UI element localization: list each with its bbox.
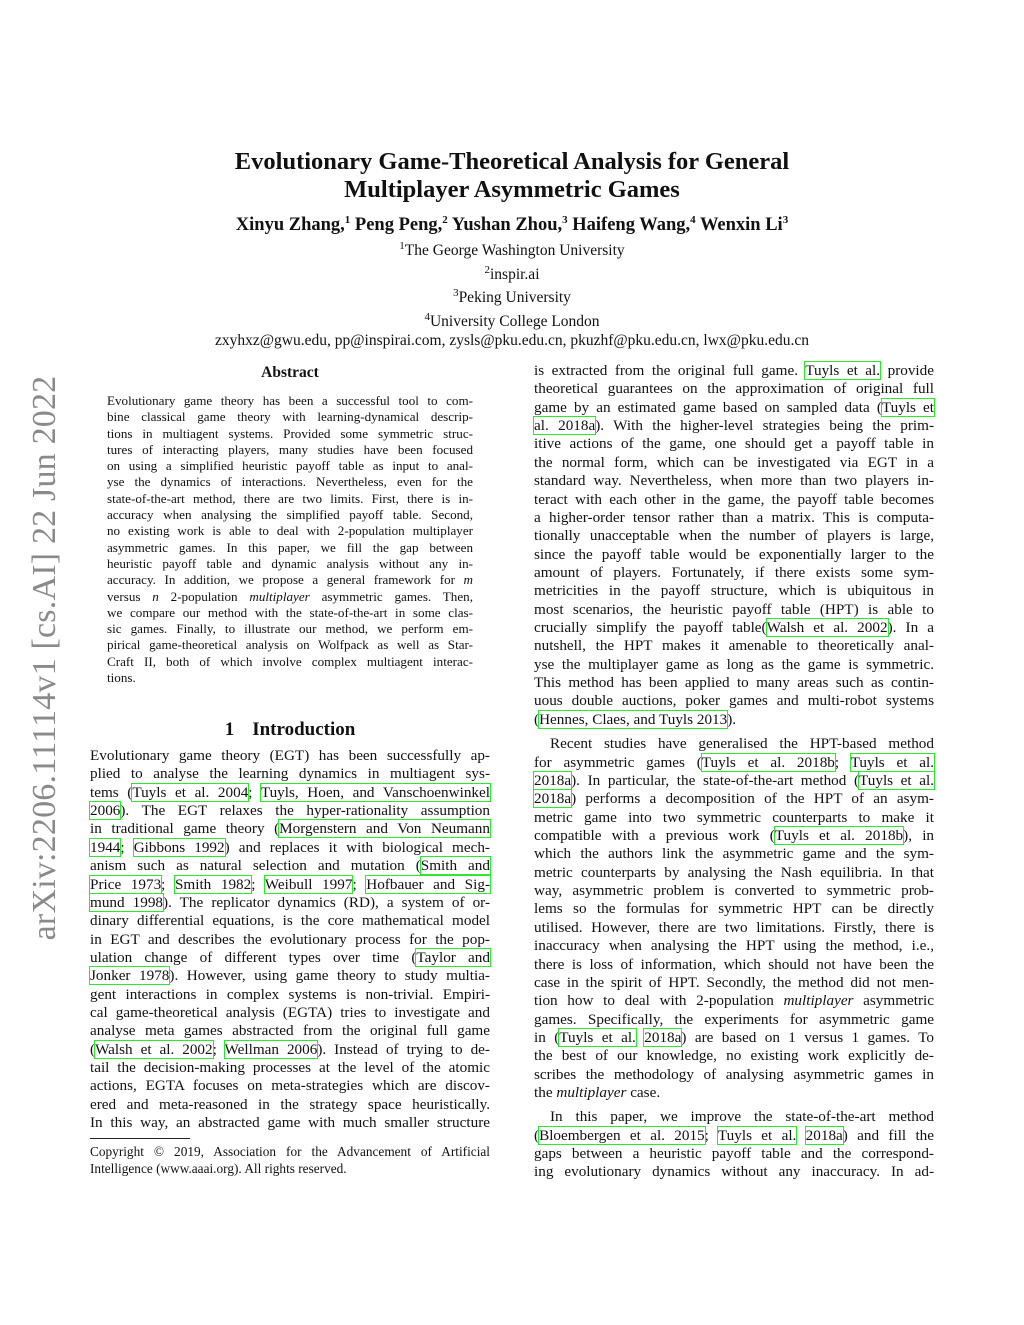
text-line: bine classical game theory with learning-dynamical descrip- [107,409,473,425]
citation-link[interactable]: Walsh et al. 2002 [766,619,888,637]
citation-link[interactable]: Tuyls et al. [859,771,934,789]
title-line-1: Evolutionary Game-Theoretical Analysis for General [234,148,790,175]
text-line: tions in multiagent systems. Provided some symmetric struc- [107,425,473,441]
text-line: in (Tuyls et al. 2018a) are based on 1 versus 1 games. To [534,1028,935,1046]
text-line: 2018a) performs a decomposition of the HPT of an asym- [534,790,934,808]
text-line: the normal form, which can be investigated via EGT in a [534,453,934,471]
section-number: 1 [224,719,235,740]
citation-link[interactable]: Gibbons 1992 [133,838,225,856]
text-line: there is loss of information, which should not have been the [534,955,934,973]
text-line: ing evolutionary dynamics without any inaccuracy. In ad- [534,1163,934,1181]
abstract-body [107,393,473,686]
text-line: tures of interacting players, many studies have been focused [107,441,473,457]
text-line: accuracy. In addition, we propose a general framework for m [107,572,473,588]
text-line: inaccuracy when analysing the HPT using the method, i.e., [534,937,934,955]
text-line: theoretical guarantees on the approximation of original full [534,380,934,398]
text-line: in EGT and describes the evolutionary process for the pop- [90,930,490,948]
citation-link[interactable]: 1944 [90,838,121,856]
text-line: tionally unacceptable when the number of players is large, [534,527,934,545]
citation-link[interactable]: Bloembergen et al. 2015 [539,1126,705,1144]
text-line: mund 1998). The replicator dynamics (RD), a system of or- [90,893,490,911]
author: Yushan Zhou, [451,215,563,236]
arxiv-id-text: arXiv:2206.11114v1 [cs.AI] 22 Jun 2022 [26,375,63,941]
text-line: metricities in the payoff structure, which is ubiquitous in [534,582,934,600]
arxiv-identifier [28,372,62,944]
citation-link[interactable]: Taylor and [416,948,490,966]
aff-text: Peking University [458,289,571,307]
text-line: dinary differential equations, is the core mathematical model [90,912,490,930]
citation-link[interactable]: Wellman 2006 [224,1040,318,1058]
math-var: m [463,572,473,588]
citation-link[interactable]: Jonker 1978 [90,967,170,985]
author: Xinyu Zhang, [235,215,345,236]
text-line: scribes the methodology of analysing asymmetric games in [534,1065,934,1083]
text-line: compatible with a previous work (Tuyls et al. 2018b), in [534,826,935,844]
text-line: anism such as natural selection and mutation (Smith and [90,857,490,875]
citation-link[interactable]: Morgenstern and Von Neumann [279,820,490,838]
text-line: (Hennes, Claes, and Tuyls 2013). [534,710,737,728]
text-line: state-of-the-art method, there are two limits. First, there is in- [107,490,473,506]
abstract-title: Abstract [261,364,319,381]
text-line: utilised. However, there are two limitations. Firstly, there is [534,918,934,936]
text-line: cal game-theoretical analysis (EGTA) tries to investigate and [90,1004,490,1022]
citation-link[interactable]: Tuyls et al. 2004 [132,783,249,801]
text-line: games. Specifically, the experiments for asymmetric game [534,1010,934,1028]
text-line: (Walsh et al. 2002; Wellman 2006). Instead of trying to de- [90,1040,490,1058]
affiliations [0,237,1024,351]
text-line: on using a simplified heuristic payoff table as input to anal- [107,458,473,474]
citation-link[interactable]: Tuyls et al. [559,1028,636,1046]
citation-link[interactable]: Hofbauer and Sig- [366,875,490,893]
citation-link[interactable]: Smith and [420,857,490,875]
text-line: way, asymmetric problem is converted to symmetric prob- [534,882,934,900]
text-line: al. 2018a). With the higher-level strategies being the prim- [534,417,935,435]
section-heading [90,719,490,741]
text-line: 1944; Gibbons 1992) and replaces it with biological mech- [90,838,490,856]
affiliation [0,237,1024,261]
text-line: amount of players. Fortunately, if there exists some sym- [534,563,934,581]
text-line: Jonker 1978). However, using game theory to study multia- [90,967,490,985]
text-line: we compare our method with the state-of-the-art in some clas- [107,604,473,620]
text-line: a higher-order tensor rather than a matrix. This is computa- [534,508,934,526]
text-line: Copyright © 2019, Association for the Advancement of Artificial [90,1144,490,1159]
aff-text: The George Washington University [404,242,625,260]
paragraph [534,1102,934,1181]
citation-link[interactable]: al. 2018a [534,417,596,435]
text-line: game by an estimated game based on sampled data (Tuyls et [534,398,935,416]
emphasis: multiplayer [556,1084,627,1102]
text-line: metric counterparts by analysing the Nash equilibria. In that [534,863,934,881]
paper-title [0,148,1024,204]
text-line: This method has been applied to many areas such as contin- [534,674,934,692]
text-line: 2018a). In particular, the state-of-the-art method (Tuyls et al. [534,771,934,789]
text-line: Craft II, both of which involve complex multiagent interac- [107,653,473,669]
text-line: actions, EGTA focuses on meta-strategies which are discov- [90,1077,490,1095]
aff-sup: 2 [484,263,490,276]
text-line: tion how to deal with 2-population multiplayer asymmetric [534,992,934,1010]
text-line: gent interactions in complex systems is non-trivial. Empiri- [90,985,490,1003]
text-line: tail the decision-making processes at the level of the atomic [90,1059,490,1077]
aff-text: inspir.ai [489,265,540,283]
paragraph [534,362,934,729]
citation-link[interactable]: Hennes, Claes, and Tuyls 2013 [539,710,728,728]
right-column [534,362,934,1182]
text-line: Recent studies have generalised the HPT-based method [550,735,934,753]
text-line: heuristic payoff table and dynamic analysis without any in- [107,555,473,571]
text-line: in traditional game theory (Morgenstern and Von Neumann [90,820,490,838]
text-line: lems so the formulas for symmetric HPT can be directly [534,900,934,918]
text-line: yse the multiplayer game as long as the game is symmetric. [534,655,934,673]
text-line: Intelligence (www.aaai.org). All rights reserved. [90,1160,347,1176]
text-line: sic games. Finally, to illustrate our method, we perform em- [107,621,473,637]
text-line: gaps between a heuristic payoff table and the correspond- [534,1145,934,1163]
citation-link[interactable]: Tuyls et al. 2018b [774,826,904,844]
affiliation [0,308,1024,332]
text-line: standard way. Nevertheless, when more than two players in- [534,472,934,490]
aff-sup: 1 [399,240,405,252]
citation-link[interactable]: 2018a [644,1028,682,1046]
author: Wenxin Li [699,215,783,236]
footnote-rule [90,1138,190,1139]
text-line: asymmetric games. In this paper, we fill the gap between [107,539,473,555]
copyright-footnote [90,1144,490,1178]
text-line: for asymmetric games (Tuyls et al. 2018b; Tuyls et al. [534,753,934,771]
text-line: the best of our knowledge, no existing work explicitly de- [534,1047,934,1065]
introduction-body [90,747,490,1133]
text-line: plied to analyse the learning dynamics in multiagent sys- [90,765,490,783]
affiliation [0,261,1024,285]
citation-link[interactable]: 2018a [534,790,572,808]
text-line: analyse meta games abstracted from the original full game [90,1022,490,1040]
author-sup: 4 [690,214,696,226]
citation-link[interactable]: Price 1973 [90,875,162,893]
text-line: the multiplayer case. [534,1084,661,1102]
citation-link[interactable]: Tuyls et al. [850,753,934,771]
text-line: teract with each other in the game, the payoff table becomes [534,490,934,508]
citation-link[interactable]: Tuyls, Hoen, and Vanschoenwinkel [260,783,490,801]
citation-link[interactable]: 2018a [534,771,572,789]
author-sup: 3 [562,214,568,226]
text-line: ered and meta-reasoned in the strategy space heuristically. [90,1095,490,1113]
emphasis: multiplayer [783,992,854,1010]
text-line: no existing work is able to deal with 2-population multiplayer [107,523,473,539]
text-line: versus n 2-population multiplayer asymmetric games. Then, [107,588,473,604]
text-line: yse the dynamics of interactions. Nevertheless, even for the [107,474,473,490]
citation-link[interactable]: 2006 [90,802,121,820]
emphasis: multiplayer [249,588,310,604]
author-list [0,214,1024,236]
math-var: n [152,588,159,604]
citation-link[interactable]: mund 1998 [90,893,164,911]
text-line: Price 1973; Smith 1982; Weibull 1997; Hofbauer and Sig- [90,875,490,893]
text-line: Evolutionary game theory has been a successful tool to com- [107,393,473,408]
citation-link[interactable]: 2018a [805,1126,843,1144]
text-line: (Bloembergen et al. 2015; Tuyls et al. 2018a) and fill the [534,1126,935,1144]
text-line: In this paper, we improve the state-of-the-art method [550,1108,934,1126]
citation-link[interactable]: Weibull 1997 [264,875,353,893]
text-line: tions. [107,670,136,686]
author-sup: 1 [344,214,351,226]
text-line: case in the spirit of HPT. Secondly, the method did not men- [534,973,934,991]
text-line: crucially simplify the payoff table(Walsh et al. 2002). In a [534,619,934,637]
text-line: most scenarios, the heuristic payoff table (HPT) is able to [534,600,934,618]
affiliation [0,284,1024,308]
paragraph [534,729,934,1102]
text-line: metric game into two symmetric counterparts to make it [534,808,934,826]
title-line-2: Multiplayer Asymmetric Games [344,176,680,203]
text-line: ulation change of different types over time (Taylor and [90,948,490,966]
emails: zxyhxz@gwu.edu, pp@inspirai.com, zysls@pku.edu.cn, pkuzhf@pku.edu.cn, lwx@pku.edu.cn [215,332,809,350]
text-line: pirical game-theoretical analysis on Wolfpack as well as Star- [107,637,473,653]
text-line: nutshell, the HPT makes it amenable to theoretically anal- [534,637,934,655]
citation-link[interactable]: Tuyls et al. 2018b [701,753,835,771]
text-line: 2006). The EGT relaxes the hyper-rationality assumption [90,802,490,820]
text-line: is extracted from the original full game. Tuyls et al. provide [534,362,934,379]
citation-link[interactable]: Tuyls et [881,398,935,416]
author-sup: 3 [782,214,789,226]
text-line: In this way, an abstracted game with much smaller structure [90,1114,490,1132]
citation-link[interactable]: Walsh et al. 2002 [95,1040,213,1058]
text-line: accuracy when analysing the simplified payoff table. Second, [107,507,473,523]
section-title: Introduction [252,719,356,740]
text-line: tems (Tuyls et al. 2004; Tuyls, Hoen, and Vanschoenwinkel [90,783,490,801]
aff-sup: 3 [453,287,459,300]
text-line: Evolutionary game theory (EGT) has been successfully ap- [90,747,490,764]
citation-link[interactable]: Tuyls et al. [805,362,881,379]
aff-text: University College London [429,312,600,330]
citation-link[interactable]: Smith 1982 [174,875,252,893]
text-line: itive actions of the game, one should get a payoff table in [534,435,934,453]
text-line: which the authors link the asymmetric game and the sym- [534,845,934,863]
text-line: uous double auctions, poker games and multi-robot systems [534,692,934,710]
author: Haifeng Wang, [572,215,691,236]
author: Peng Peng, [354,215,443,236]
text-line: since the payoff table would be exponentially larger to the [534,545,934,563]
citation-link[interactable]: Tuyls et al. [717,1126,797,1144]
aff-sup: 4 [424,310,430,323]
author-sup: 2 [442,214,448,226]
